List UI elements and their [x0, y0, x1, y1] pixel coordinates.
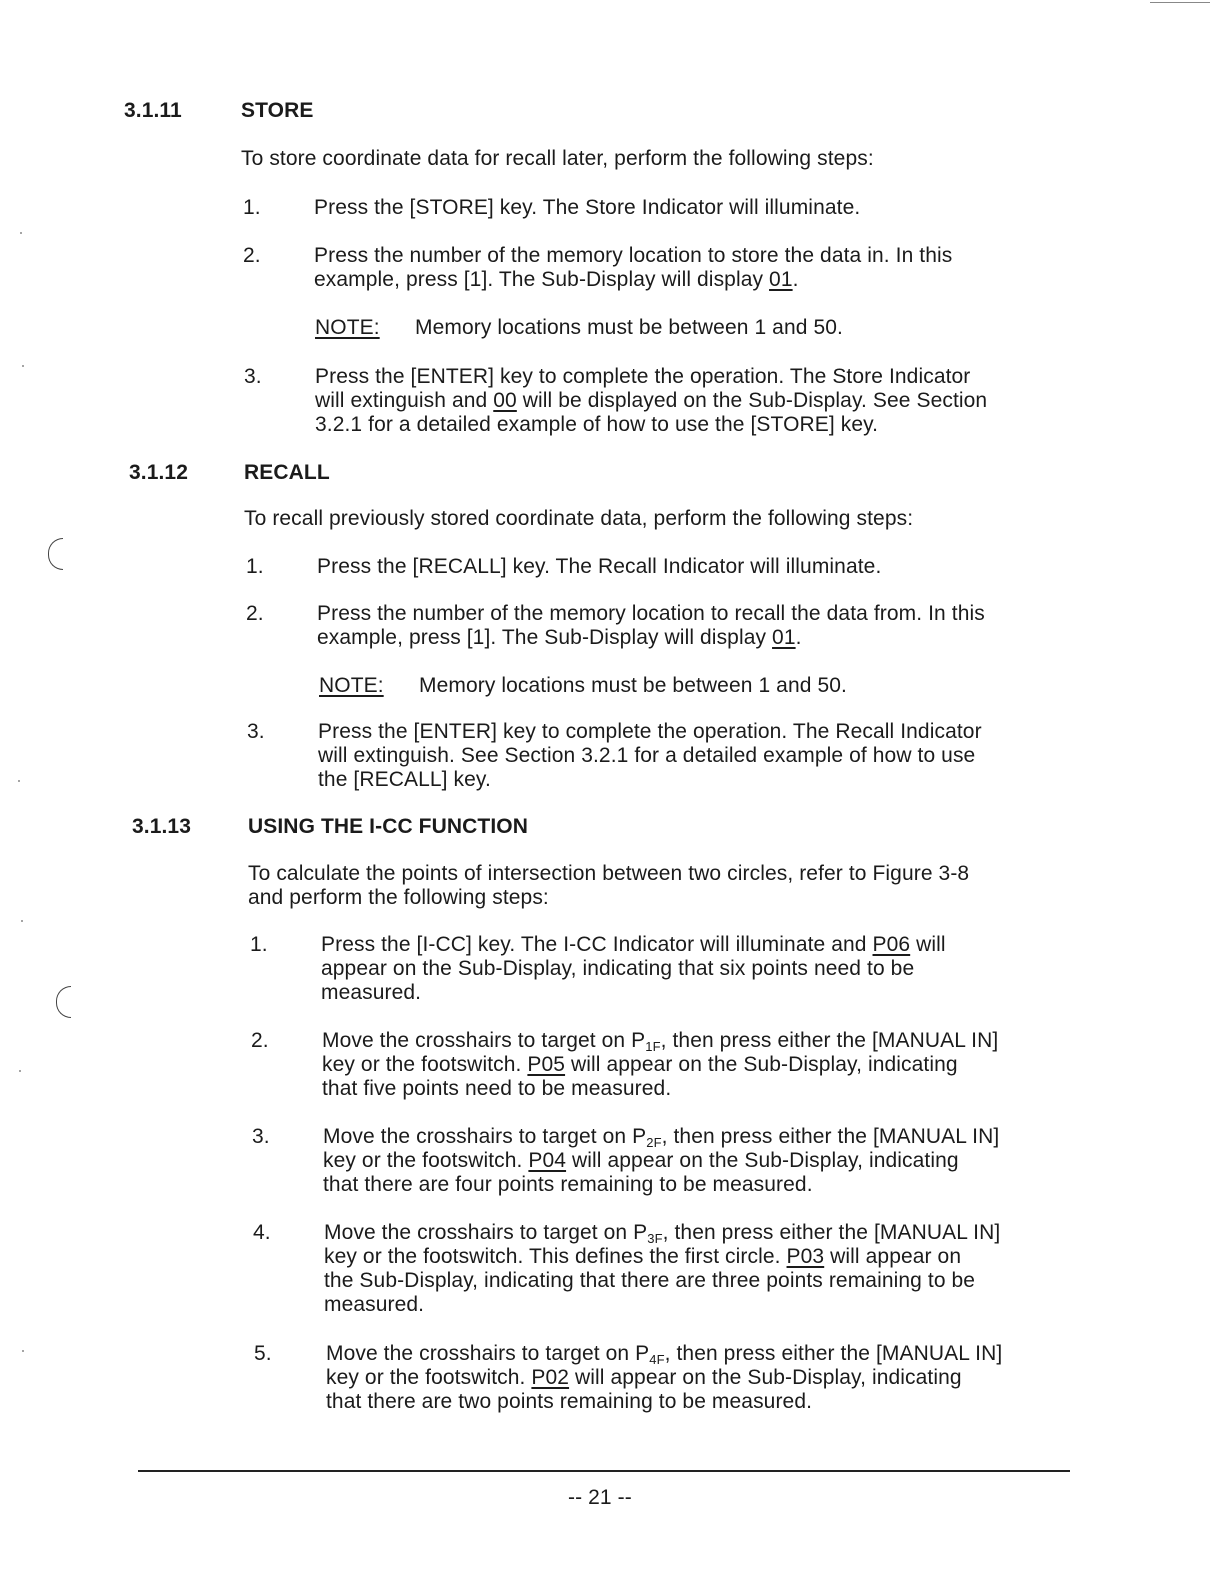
step-number: 1.: [250, 933, 268, 956]
note-label: NOTE:: [315, 316, 380, 339]
step-text: key or the footswitch. This defines the first circle. P03 will appear on: [324, 1245, 962, 1268]
display-value: 01: [769, 268, 793, 291]
section-title: USING THE I-CC FUNCTION: [248, 815, 528, 838]
section-number: 3.1.13: [132, 815, 191, 838]
step-number: 5.: [254, 1342, 272, 1365]
step-number: 1.: [246, 555, 264, 578]
binder-hole-mark: [48, 538, 63, 570]
step-number: 2.: [251, 1029, 269, 1052]
step-text: Press the [STORE] key. The Store Indicator will illuminate.: [314, 196, 861, 219]
step-text: Move the crosshairs to target on $P_{2F}$, then press either the [MANUAL IN]: [323, 1125, 1000, 1150]
step-text: Press the number of the memory location to recall the data from. In this: [317, 602, 985, 625]
step-text: appear on the Sub-Display, indicating that six points need to be: [321, 957, 915, 980]
step-text: Move the crosshairs to target on $P_{3F}$, then press either the [MANUAL IN]: [324, 1221, 1001, 1246]
step-text: that five points need to be measured.: [322, 1077, 672, 1100]
point-subscript: 4F: [649, 1352, 665, 1367]
step-text: Press the [ENTER] key to complete the operation. The Store Indicator: [315, 365, 971, 388]
step-text: example, press [1]. The Sub-Display will display 01.: [314, 268, 799, 291]
section-title: RECALL: [244, 461, 330, 484]
note-text: Memory locations must be between 1 and 50.: [419, 674, 847, 697]
section-title: STORE: [241, 99, 314, 122]
step-text: will extinguish and 00 will be displayed on the Sub-Display. See Section: [315, 389, 988, 412]
note: [319, 674, 384, 698]
section-intro: To calculate the points of intersection between two circles, refer to Figure 3-8: [248, 862, 970, 885]
step-text: measured.: [324, 1293, 425, 1316]
step-text: the [RECALL] key.: [318, 768, 491, 791]
note: [315, 316, 380, 340]
section-number: 3.1.12: [129, 461, 188, 484]
display-value: P03: [786, 1245, 825, 1268]
step-text: key or the footswitch. P05 will appear on the Sub-Display, indicating: [322, 1053, 958, 1076]
section-intro: To store coordinate data for recall later, perform the following steps:: [241, 147, 874, 170]
step-text: the Sub-Display, indicating that there are three points remaining to be: [324, 1269, 976, 1292]
step-text: example, press [1]. The Sub-Display will display 01.: [317, 626, 802, 649]
point-subscript: 3F: [647, 1231, 663, 1246]
step-number: 2.: [246, 602, 264, 625]
step-number: 3.: [247, 720, 265, 743]
step-text: Press the [RECALL] key. The Recall Indicator will illuminate.: [317, 555, 882, 578]
display-value: 01: [772, 626, 796, 649]
footer-rule: [138, 1470, 1070, 1472]
step-text: that there are two points remaining to be measured.: [326, 1390, 813, 1413]
section-intro: To recall previously stored coordinate data, perform the following steps:: [244, 507, 914, 530]
page-number: -- 21 --: [568, 1486, 632, 1509]
step-text: Press the [ENTER] key to complete the operation. The Recall Indicator: [318, 720, 982, 743]
note-label: NOTE:: [319, 674, 384, 697]
binder-hole-mark: [56, 986, 71, 1018]
step-text: Press the [I-CC] key. The I-CC Indicator will illuminate and P06 will: [321, 933, 946, 956]
step-number: 1.: [243, 196, 261, 219]
step-text: 3.2.1 for a detailed example of how to use the [STORE] key.: [315, 413, 879, 436]
display-value: P06: [872, 933, 911, 956]
step-text: key or the footswitch. P02 will appear on the Sub-Display, indicating: [326, 1366, 962, 1389]
display-value: P04: [528, 1149, 567, 1172]
display-value: P02: [531, 1366, 570, 1389]
step-text: Press the number of the memory location to store the data in. In this: [314, 244, 953, 267]
point-subscript: 1F: [645, 1039, 661, 1054]
scan-edge-line: [1150, 2, 1210, 3]
step-text: measured.: [321, 981, 422, 1004]
step-text: Move the crosshairs to target on $P_{1F}$, then press either the [MANUAL IN]: [322, 1029, 999, 1054]
step-number: 3.: [244, 365, 262, 388]
step-number: 4.: [253, 1221, 271, 1244]
display-value: P05: [527, 1053, 566, 1076]
display-value: 00: [493, 389, 517, 412]
step-number: 2.: [243, 244, 261, 267]
point-subscript: 2F: [646, 1135, 662, 1150]
section-intro: and perform the following steps:: [248, 886, 549, 909]
note-text: Memory locations must be between 1 and 50.: [415, 316, 843, 339]
step-number: 3.: [252, 1125, 270, 1148]
step-text: that there are four points remaining to be measured.: [323, 1173, 813, 1196]
section-number: 3.1.11: [124, 99, 182, 122]
step-text: Move the crosshairs to target on $P_{4F}$, then press either the [MANUAL IN]: [326, 1342, 1003, 1367]
step-text: will extinguish. See Section 3.2.1 for a detailed example of how to use: [318, 744, 976, 767]
step-text: key or the footswitch. P04 will appear on the Sub-Display, indicating: [323, 1149, 959, 1172]
